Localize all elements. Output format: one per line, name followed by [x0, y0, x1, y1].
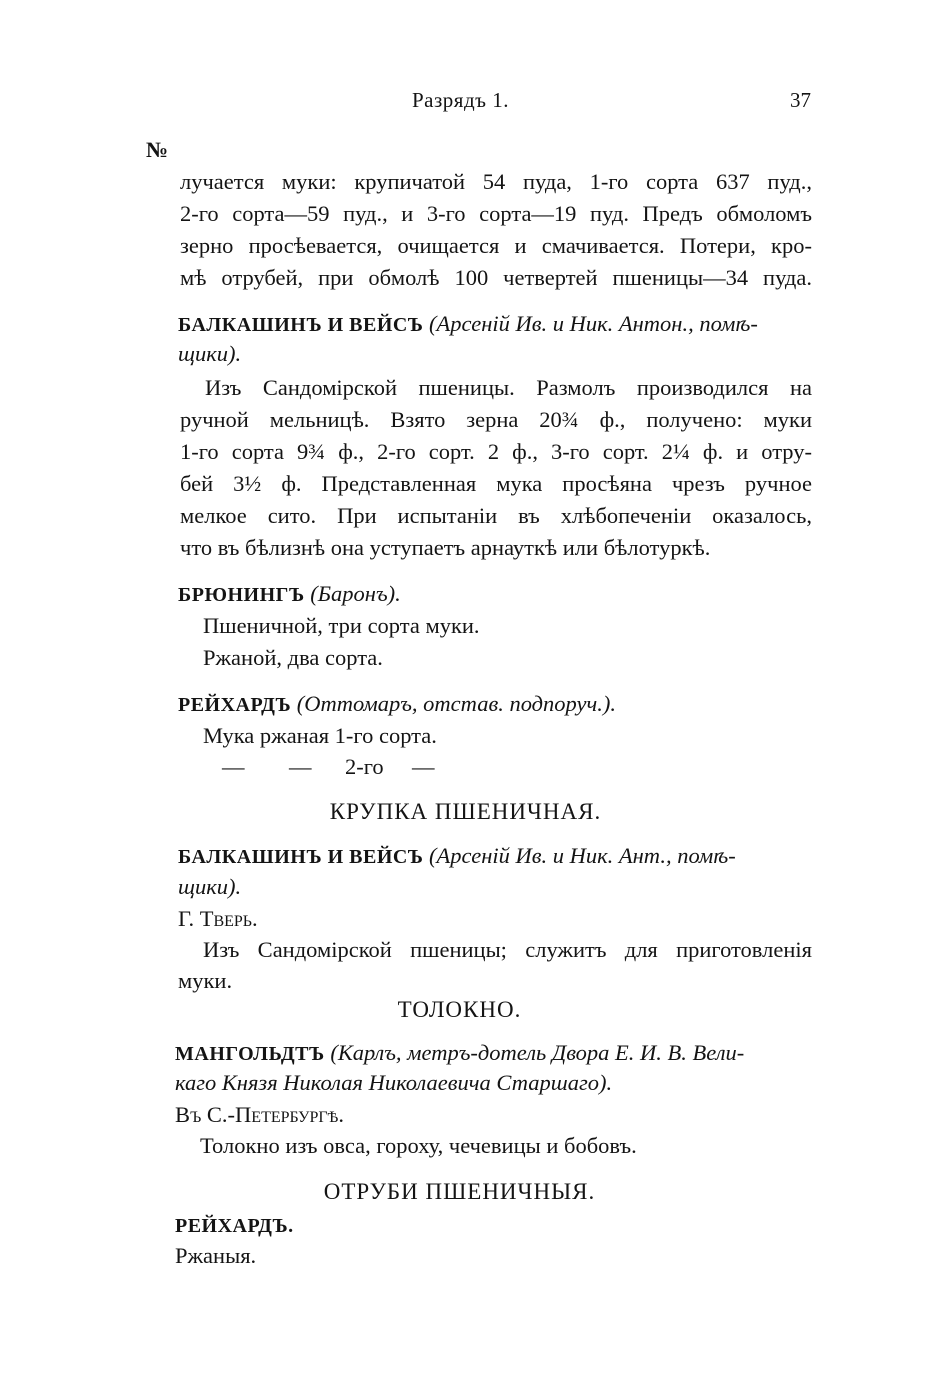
text-line: муки.	[178, 968, 233, 993]
text-line: что въ бѣлизнѣ она уступаетъ арнауткѣ или бѣлотуркѣ.	[180, 535, 711, 560]
exhibitor-detail: (Арсеній Ив. и Ник. Антон., помѣ-	[429, 311, 758, 336]
exhibitor-name: РЕЙХАРДЪ.	[175, 1215, 294, 1237]
exhibitor-name: МАНГОЛЬДТЪ	[175, 1043, 325, 1065]
place-name: Г. Тверь.	[178, 906, 258, 931]
exhibitor-entry	[178, 688, 616, 721]
exhibitor-name: БАЛКАШИНЪ И ВЕЙСЪ	[178, 846, 424, 868]
exhibitor-entry	[175, 1037, 744, 1070]
ditto-dash: —	[289, 754, 312, 779]
text-line: ручной мельницѣ. Взято зерна 20¾ ф., получено: муки	[180, 407, 812, 432]
running-header: Разрядъ 1.	[412, 88, 509, 112]
text-line: мелкое сито. При испытаніи въ хлѣбопеченіи оказалось,	[180, 503, 812, 528]
text-line: 1-го сорта 9¾ ф., 2-го сорт. 2 ф., 3-го сорт. 2¼ ф. и отру-	[180, 439, 812, 464]
text-line: лучается муки: крупичатой 54 пуда, 1-го сорта 637 пуд.,	[180, 169, 812, 194]
text-line: мѣ отрубей, при обмолѣ 100 четвертей пшеницы—34 пуда.	[180, 265, 812, 290]
text-line: Изъ Сандомірской пшеницы; служитъ для приготовленія	[203, 937, 812, 962]
text-line: Изъ Сандомірской пшеницы. Размолъ производился на	[205, 375, 812, 400]
exhibitor-detail: (Оттомаръ, отстав. подпоруч.).	[296, 691, 616, 716]
exhibitor-detail: (Баронъ).	[310, 581, 401, 606]
section-title: ОТРУБИ ПШЕНИЧНЫЯ.	[323, 1179, 596, 1204]
ditto-dash: —	[222, 754, 245, 779]
exhibitor-detail: (Арсеній Ив. и Ник. Ант., помѣ-	[429, 843, 736, 868]
ditto-grade: 2-го	[345, 754, 384, 779]
exhibitor-entry	[178, 578, 401, 611]
product-item: Ржаныя.	[175, 1243, 257, 1268]
text-line: Толокно изъ овса, гороху, чечевицы и бобовъ.	[200, 1133, 637, 1158]
product-item: Ржаной, два сорта.	[203, 645, 383, 670]
text-line: зерно просѣевается, очищается и смачивается. Потери, кро-	[180, 233, 812, 258]
exhibitor-detail-cont: щики).	[178, 341, 242, 366]
number-sign: №	[146, 137, 169, 162]
place-name: Въ С.-Петербургѣ.	[175, 1102, 344, 1127]
exhibitor-name: РЕЙХАРДЪ	[178, 694, 292, 716]
product-item: Пшеничной, три сорта муки.	[203, 613, 480, 638]
exhibitor-entry	[178, 840, 736, 873]
product-item: Мука ржаная 1-го сорта.	[203, 723, 437, 748]
exhibitor-detail-cont: щики).	[178, 874, 242, 899]
text-line: бей 3½ ф. Представленная мука просѣяна чрезъ ручное	[180, 471, 812, 496]
exhibitor-entry	[175, 1209, 294, 1242]
exhibitor-detail: (Карлъ, метръ-дотель Двора Е. И. В. Вели-	[330, 1040, 745, 1065]
section-title: КРУПКА ПШЕНИЧНАЯ.	[329, 799, 602, 824]
text-line: 2-го сорта—59 пуд., и 3-го сорта—19 пуд. Предъ обмоломъ	[180, 201, 812, 226]
page-number: 37	[790, 88, 811, 112]
section-title: ТОЛОКНО.	[397, 997, 522, 1022]
exhibitor-name: БРЮНИНГЪ	[178, 584, 305, 606]
ditto-dash: —	[412, 754, 435, 779]
exhibitor-detail-cont: каго Князя Николая Николаевича Старшаго).	[175, 1070, 613, 1095]
exhibitor-name: БАЛКАШИНЪ И ВЕЙСЪ	[178, 314, 424, 336]
exhibitor-entry	[178, 308, 758, 341]
